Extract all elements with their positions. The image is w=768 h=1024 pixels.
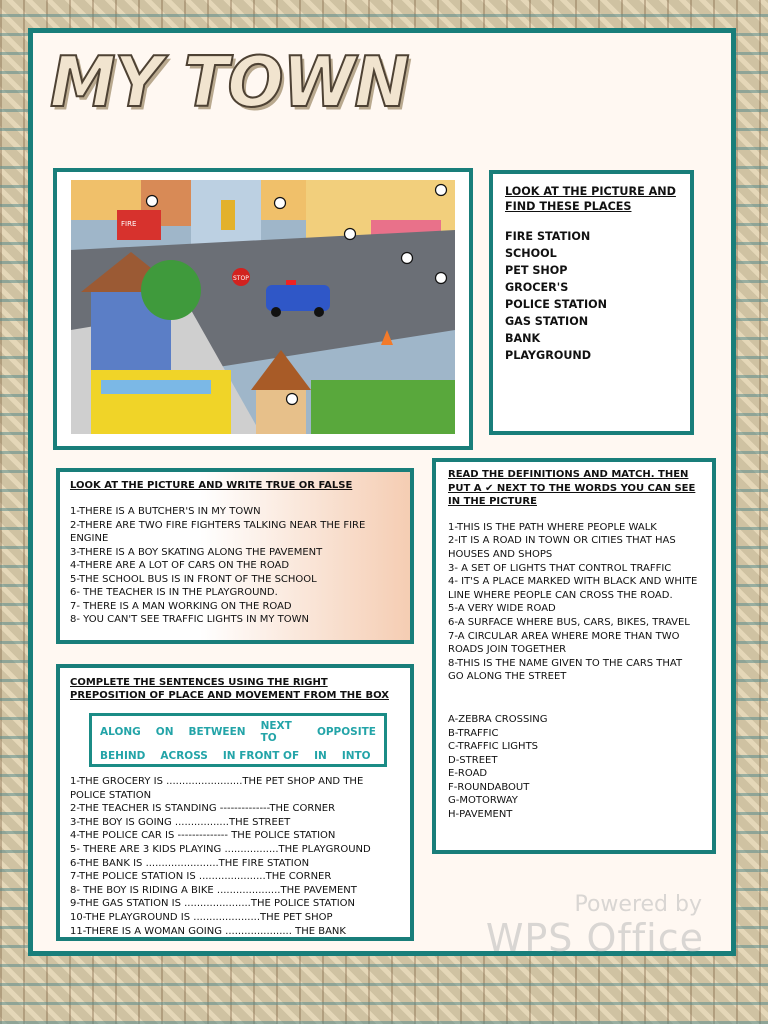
- definition-line: 8-THIS IS THE NAME GIVEN TO THE CARS THAT GO ALONG THE STREET: [448, 657, 683, 683]
- marker-circle[interactable]: [275, 198, 286, 209]
- place-item: SCHOOL: [505, 247, 557, 260]
- definitions-header: READ THE DEFINITIONS AND MATCH. THEN PUT A ✔ NEXT TO THE WORDS YOU CAN SEE IN THE PICTURE: [448, 469, 696, 508]
- stop-sign-label: STOP: [233, 275, 249, 282]
- definition-line: 4- IT'S A PLACE MARKED WITH BLACK AND WHITE LINE WHERE PEOPLE CAN CROSS THE ROAD.: [448, 576, 698, 601]
- place-item: PLAYGROUND: [505, 349, 592, 362]
- word-chip: OPPOSITE: [316, 726, 376, 738]
- marker-circle[interactable]: [147, 196, 158, 207]
- word-chip: ACROSS: [160, 750, 208, 762]
- answer-option: D-STREET: [448, 754, 498, 766]
- answer-option: G-MOTORWAY: [448, 795, 518, 807]
- sentence-line: 7-THE POLICE STATION IS .....................THE CORNER: [70, 871, 332, 883]
- definition-line: 2-IT IS A ROAD IN TOWN OR CITIES THAT HAS HOUSES AND SHOPS: [448, 535, 676, 560]
- word-chip: ON: [155, 726, 174, 738]
- answer-option: E-ROAD: [448, 768, 488, 780]
- marker-circle[interactable]: [402, 253, 413, 264]
- definition-line: 6-A SURFACE WHERE BUS, CARS, BIKES, TRAVEL: [448, 616, 690, 628]
- sentence-line: 10-THE PLAYGROUND IS .....................THE PET SHOP: [70, 911, 333, 923]
- place-item: GROCER'S: [505, 281, 569, 294]
- statement-line: 8- YOU CAN'T SEE TRAFFIC LIGHTS IN MY TOWN: [70, 614, 309, 625]
- tree: [141, 260, 201, 320]
- traffic-light: [221, 200, 235, 230]
- answer-option: C-TRAFFIC LIGHTS: [448, 741, 539, 753]
- marker-circle[interactable]: [436, 185, 447, 196]
- sentence-line: 3-THE BOY IS GOING .................THE STREET: [70, 816, 291, 828]
- find-places-header: LOOK AT THE PICTURE AND FIND THESE PLACES: [505, 185, 676, 213]
- prepositions-header: COMPLETE THE SENTENCES USING THE RIGHT PREPOSITION OF PLACE AND MOVEMENT FROM THE BOX: [70, 677, 389, 701]
- sentence-line: 9-THE GAS STATION IS .....................THE POLICE STATION: [70, 898, 356, 910]
- definition-line: 1-THIS IS THE PATH WHERE PEOPLE WALK: [448, 521, 657, 533]
- marker-circle[interactable]: [287, 394, 298, 405]
- statement-line: 5-THE SCHOOL BUS IS IN FRONT OF THE SCHOOL: [70, 573, 317, 585]
- place-item: PET SHOP: [505, 264, 568, 277]
- wps-watermark: [412, 892, 712, 962]
- place-item: FIRE STATION: [505, 230, 591, 243]
- school-bus: [91, 370, 231, 434]
- definition-line: 5-A VERY WIDE ROAD: [448, 603, 556, 615]
- word-chip: BETWEEN: [188, 726, 246, 738]
- marker-circle[interactable]: [436, 273, 447, 284]
- word-chip: INTO: [341, 750, 371, 762]
- statement-line: 6- THE TEACHER IS IN THE PLAYGROUND.: [70, 587, 278, 598]
- statement-line: 2-THERE ARE TWO FIRE FIGHTERS TALKING NEAR THE FIRE ENGINE: [70, 519, 366, 544]
- word-chip: ALONG: [100, 726, 141, 738]
- statement-line: 3-THERE IS A BOY SKATING ALONG THE PAVEMENT: [70, 546, 323, 558]
- definitions-box: [432, 458, 716, 854]
- statement-line: 7- THERE IS A MAN WORKING ON THE ROAD: [70, 600, 292, 612]
- prepositions-box: [56, 664, 414, 941]
- sentence-line: 4-THE POLICE CAR IS -------------- THE POLICE STATION: [70, 830, 336, 842]
- place-item: POLICE STATION: [505, 298, 608, 311]
- word-chip: NEXT TO: [260, 720, 292, 744]
- word-chip: IN: [314, 750, 327, 762]
- word-chip: IN FRONT OF: [222, 750, 300, 762]
- watermark-powered-by: Powered by: [574, 892, 702, 917]
- word-chip: BEHIND: [100, 750, 146, 762]
- place-item: GAS STATION: [505, 315, 589, 328]
- statement-line: 1-THERE IS A BUTCHER'S IN MY TOWN: [70, 506, 261, 517]
- true-false-box: [56, 468, 414, 644]
- statement-line: 4-THERE ARE A LOT OF CARS ON THE ROAD: [70, 560, 290, 571]
- town-illustration: [71, 180, 455, 434]
- fire-engine-label: FIRE: [121, 220, 137, 228]
- sentence-line: 1-THE GROCERY IS ........................THE PET SHOP AND THE POLICE STATION: [70, 776, 364, 801]
- definition-line: 7-A CIRCULAR AREA WHERE MORE THAN TWO ROADS JOIN TOGETHER: [448, 630, 680, 656]
- sentence-line: 2-THE TEACHER IS STANDING --------------THE CORNER: [70, 803, 336, 815]
- answer-option: F-ROUNDABOUT: [448, 781, 530, 793]
- word-box: [89, 713, 387, 767]
- watermark-wps-office: WPS Office: [485, 916, 704, 960]
- playground-grass: [311, 380, 455, 434]
- place-item: BANK: [505, 332, 541, 345]
- sentence-line: 6-THE BANK IS .......................THE FIRE STATION: [70, 857, 310, 869]
- answer-option: A-ZEBRA CROSSING: [448, 713, 548, 725]
- find-places-box: [489, 170, 694, 435]
- definition-line: 3- A SET OF LIGHTS THAT CONTROL TRAFFIC: [448, 562, 672, 574]
- sentence-line: 8- THE BOY IS RIDING A BIKE ....................THE PAVEMENT: [70, 884, 357, 896]
- answer-option: B-TRAFFIC: [448, 727, 499, 739]
- town-picture-frame: [53, 168, 473, 450]
- sentence-line: 11-THERE IS A WOMAN GOING ..................... THE BANK: [70, 925, 346, 937]
- sentence-line: 5- THERE ARE 3 KIDS PLAYING .................THE PLAYGROUND: [70, 843, 371, 855]
- answer-option: H-PAVEMENT: [448, 809, 513, 821]
- true-false-header: LOOK AT THE PICTURE AND WRITE TRUE OR FALSE: [70, 480, 353, 491]
- marker-circle[interactable]: [345, 229, 356, 240]
- page-title: MY TOWN: [50, 42, 409, 123]
